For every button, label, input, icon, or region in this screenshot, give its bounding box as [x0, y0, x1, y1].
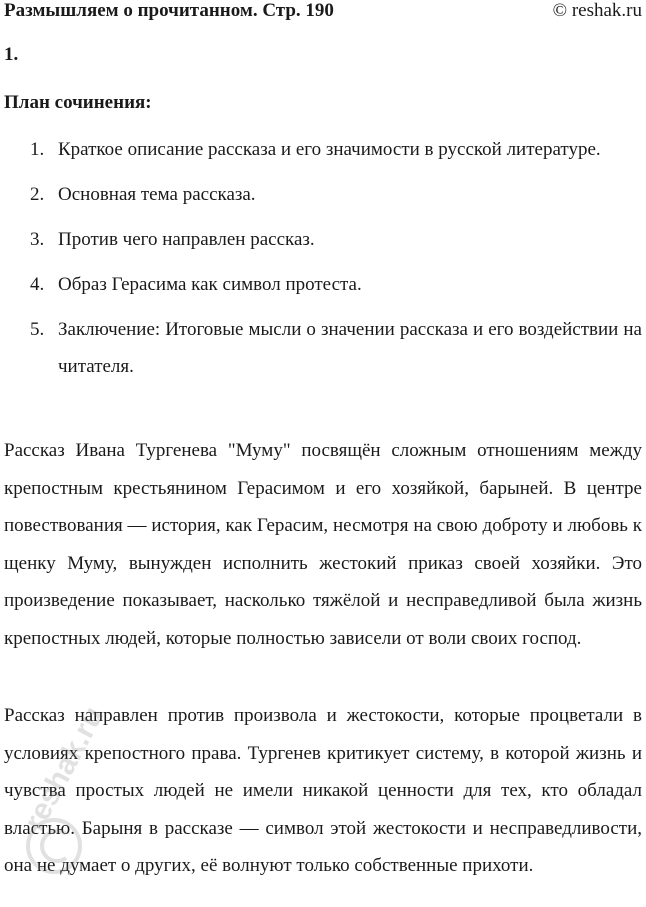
page-title: Размышляем о прочитанном. Стр. 190: [4, 0, 334, 21]
plan-item-text: Заключение: Итоговые мысли о значении рассказа и его воздействии на читателя.: [58, 319, 642, 377]
plan-item-text: Основная тема рассказа.: [58, 184, 256, 205]
plan-item-text: Краткое описание рассказа и его значимости в русской литературе.: [58, 139, 601, 160]
plan-item-number: 4.: [30, 274, 45, 295]
body-paragraph: Рассказ Ивана Тургенева "Муму" посвящён сложным отношениям между крепостным крестьянином Герасимом и его хозяйкой, барыней. В центре повествования — история, как Герасим, несмотря на свою доброту и любовь к щенку Муму, вынужден исполнить жестокий приказ своей хозяйки. Это произведение показывает, насколько тяжёлой и несправедливой была жизнь крепостных людей, которые полностью зависели от воли своих господ.: [4, 440, 642, 649]
plan-heading: План сочинения:: [4, 92, 152, 113]
plan-list: [0, 131, 646, 393]
plan-item: [0, 131, 646, 168]
plan-item: [0, 176, 646, 213]
plan-item-number: 2.: [30, 184, 45, 205]
plan-item-number: 3.: [30, 229, 45, 250]
page-header: [4, 0, 642, 22]
plan-item-number: 5.: [30, 319, 45, 340]
plan-item-text: Образ Герасима как символ протеста.: [58, 274, 362, 295]
plan-item: [0, 311, 646, 385]
task-number: 1.: [4, 44, 19, 65]
plan-item: [0, 266, 646, 303]
watermark-text: reshak.ru: [17, 701, 111, 837]
source-label: © reshak.ru: [552, 0, 642, 21]
plan-item: [0, 221, 646, 258]
plan-item-text: Против чего направлен рассказ.: [58, 229, 315, 250]
body-paragraph: Рассказ направлен против произвола и жестокости, которые процветали в условиях крепостного права. Тургенев критикует систему, в которой жизнь и чувства простых людей не имели никакой ценности для тех, кто обладал властью. Барыня в рассказе — символ этой жестокости и несправедливости, она не думает о других, её волнуют только собственные прихоти.: [4, 705, 642, 876]
plan-item-number: 1.: [30, 139, 45, 160]
